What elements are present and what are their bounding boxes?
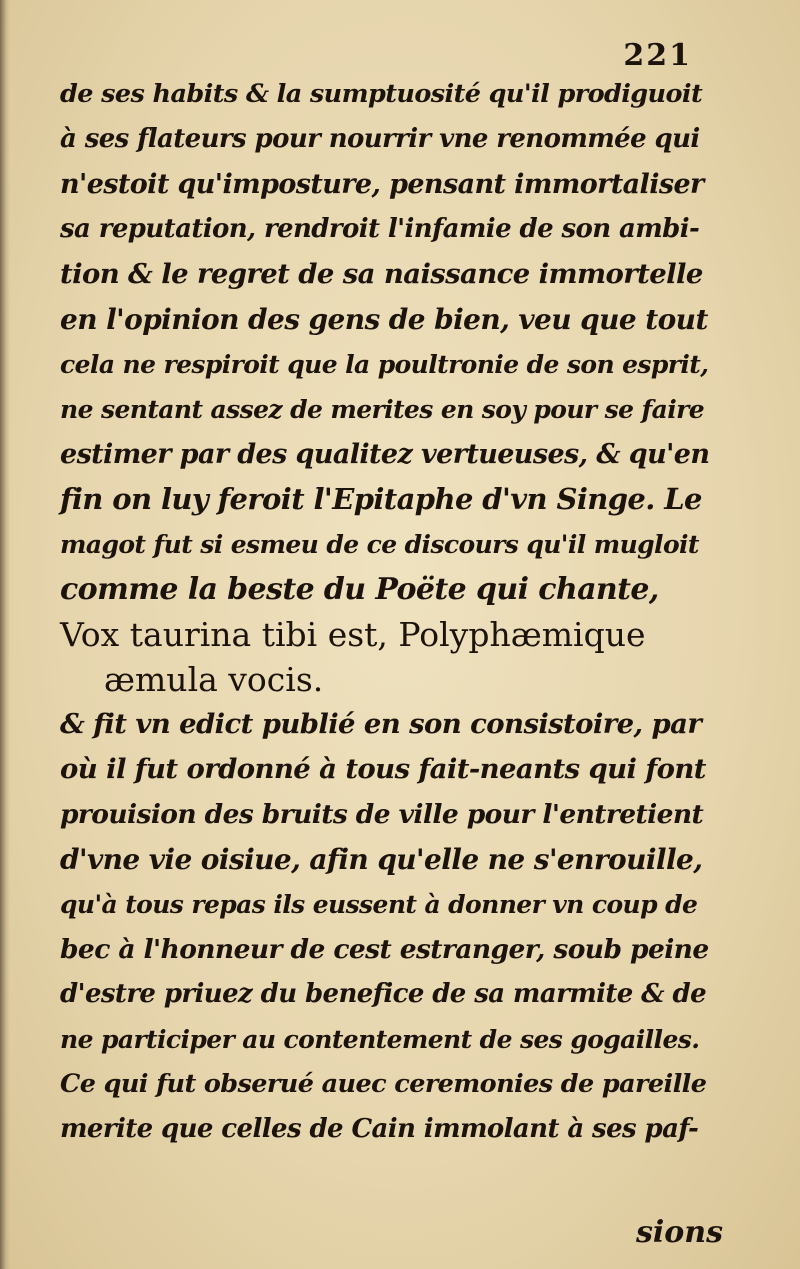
text-line: en l'opinion des gens de bien, veu que tout bbox=[60, 303, 708, 336]
text-line: estimer par des qualitez vertueuses, & qu'en bbox=[60, 439, 710, 470]
page-number: 221 bbox=[623, 38, 692, 73]
text-line: prouision des bruits de ville pour l'entretient bbox=[60, 799, 704, 830]
text-line: magot fut si esmeu de ce discours qu'il mugloit bbox=[60, 530, 699, 559]
text-line: à ses flateurs pour nourrir vne renommée qui bbox=[60, 124, 700, 154]
text-line: ne participer au contentement de ses gogailles. bbox=[60, 1025, 700, 1054]
text-line: sa reputation, rendroit l'infamie de son ambi- bbox=[60, 214, 700, 244]
text-line: Ce qui fut obserué auec ceremonies de pareille bbox=[60, 1069, 707, 1099]
text-line: tion & le regret de sa naissance immortelle bbox=[60, 258, 703, 290]
text-line: cela ne respiroit que la poultronie de son esprit, bbox=[60, 350, 709, 379]
page-edge bbox=[0, 0, 10, 1269]
catchword: sions bbox=[636, 1215, 723, 1250]
text-line: d'estre priuez du benefice de sa marmite & de bbox=[60, 979, 707, 1009]
body-text bbox=[60, 72, 710, 1152]
text-line: qu'à tous repas ils eussent à donner vn coup de bbox=[60, 890, 698, 919]
text-line: où il fut ordonné à tous fait-neants qui font bbox=[60, 753, 706, 785]
text-line: de ses habits & la sumptuosité qu'il prodiguoit bbox=[60, 79, 703, 109]
text-line: n'estoit qu'imposture, pensant immortaliser bbox=[60, 169, 704, 200]
text-line: bec à l'honneur de cest estranger, soub peine bbox=[60, 934, 709, 965]
verse-line: æmula vocis. bbox=[104, 660, 324, 699]
text-line: comme la beste du Poëte qui chante, bbox=[60, 572, 659, 607]
text-line: d'vne vie oisiue, afin qu'elle ne s'enrouille, bbox=[60, 843, 703, 876]
text-line: fin on luy feroit l'Epitaphe d'vn Singe. Le bbox=[60, 482, 702, 516]
text-line: & fit vn edict publié en son consistoire, par bbox=[60, 708, 702, 740]
text-line: ne sentant assez de merites en soy pour se faire bbox=[60, 395, 705, 424]
text-line: merite que celles de Cain immolant à ses paf- bbox=[60, 1114, 699, 1144]
verse-line: Vox taurina tibi est, Polyphæmique bbox=[60, 615, 646, 654]
